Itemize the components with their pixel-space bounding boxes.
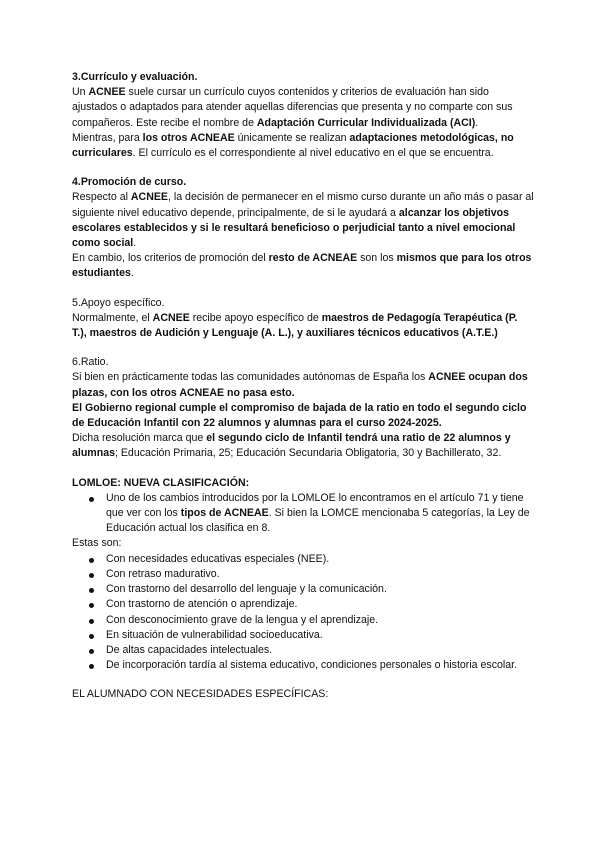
section-6-paragraph-2: El Gobierno regional cumple el compromiso de bajada de la ratio en todo el segundo ciclo de Educación Infantil con 22 alumnos y alumnas para el curso 2024-2025.	[72, 401, 527, 430]
footer-heading: EL ALUMNADO CON NECESIDADES ESPECÍFICAS:	[72, 688, 329, 701]
lomloe-intro-list	[72, 491, 534, 537]
section-3-paragraph-2: Mientras, para los otros ACNEAE únicamente se realizan adaptaciones metodológicas, no curriculares. El currículo es el correspondiente al nivel educativo en el que se encuentra.	[72, 131, 514, 160]
section-3-heading: 3.Currículo y evaluación.	[72, 71, 198, 83]
list-item: Con trastorno de atención o aprendizaje.	[106, 597, 534, 612]
list-item: Uno de los cambios introducidos por la LOMLOE lo encontramos en el artículo 71 y tiene que ver con los tipos de ACNEAE. Si bien la LOMCE mencionaba 5 categorías, la Ley de Educación actual los clasifica en 8.	[106, 491, 534, 537]
list-item: Con retraso madurativo.	[106, 567, 534, 582]
list-item: De incorporación tardía al sistema educativo, condiciones personales o historia escolar.	[106, 658, 534, 673]
section-4-paragraph-1: Respecto al ACNEE, la decisión de permanecer en el mismo curso durante un año más o pasar al siguiente nivel educativo depende, principalmente, de si le ayudará a alcanzar los objetivos escolares establecidos y si le resultará beneficioso o perjudicial tanto a nivel emocional como social.	[72, 191, 534, 250]
list-item: De altas capacidades intelectuales.	[106, 643, 534, 658]
lomloe-heading: LOMLOE: NUEVA CLASIFICACIÓN:	[72, 476, 250, 489]
section-6-paragraph-1: Si bien en prácticamente todas las comunidades autónomas de España los ACNEE ocupan dos plazas, con los otros ACNEAE no pasa esto.	[72, 371, 528, 399]
list-item: En situación de vulnerabilidad socioeducativa.	[106, 628, 534, 643]
document-page	[72, 70, 534, 703]
lomloe-intro-text: Estas son:	[72, 537, 122, 550]
list-item: Con necesidades educativas especiales (NEE).	[106, 552, 534, 567]
section-3-paragraph-1: Un ACNEE suele cursar un currículo cuyos contenidos y criterios de evaluación han sido ajustados o adaptados para atender aquellas diferencias que presenta y no comparte con sus compañeros. Este recibe el nombre de Adaptación Curricular Individualizada (ACI).	[72, 86, 513, 129]
section-5-heading: 5.Apoyo específico.	[72, 296, 165, 309]
list-item: Con trastorno del desarrollo del lenguaje y la comunicación.	[106, 582, 534, 597]
section-4-heading: 4.Promoción de curso.	[72, 176, 187, 189]
section-4-paragraph-2: En cambio, los criterios de promoción del resto de ACNEAE son los mismos que para los otros estudiantes.	[72, 252, 532, 280]
section-5-paragraph-1: Normalmente, el ACNEE recibe apoyo específico de maestros de Pedagogía Terapéutica (P. T.), maestros de Audición y Lenguaje (A. L.), y auxiliares técnicos educativos (A.T.E.)	[72, 311, 518, 340]
section-6-paragraph-3: Dicha resolución marca que el segundo ciclo de Infantil tendrá una ratio de 22 alumnos y alumnas; Educación Primaria, 25; Educación Secundaria Obligatoria, 30 y Bachillerato, 32.	[72, 432, 511, 460]
section-6-heading: 6.Ratio.	[72, 356, 109, 369]
list-item: Con desconocimiento grave de la lengua y el aprendizaje.	[106, 613, 534, 628]
acneae-categories-list	[72, 552, 534, 674]
